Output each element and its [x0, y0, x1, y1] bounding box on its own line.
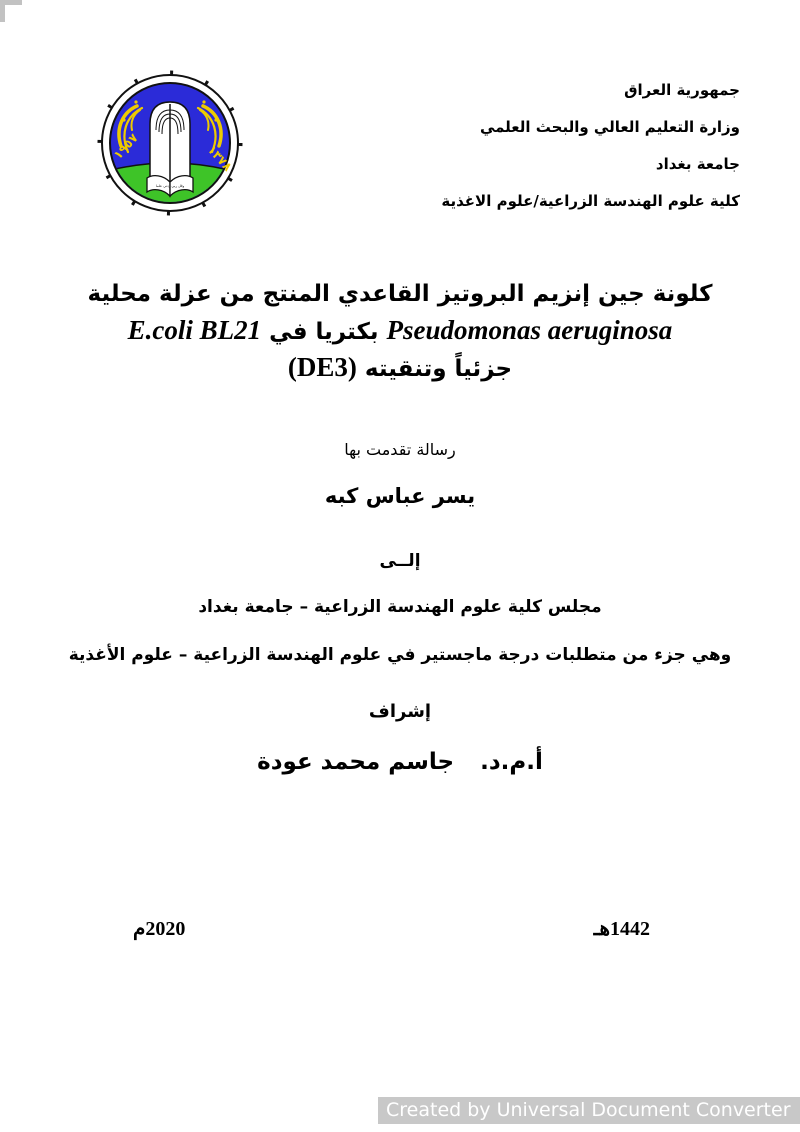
thesis-title-line1: كلونة جين إنزيم البروتيز القاعدي المنتج من عزلة محلية — [87, 281, 713, 307]
header-ministry: وزارة التعليم العالي والبحث العلمي — [479, 118, 740, 136]
supervisor-title-prefix: أ.م.د. — [480, 749, 543, 775]
emblem-date-1957: ١٩٥٧ — [110, 130, 141, 163]
scan-corner-artifact — [0, 0, 5, 22]
emblem-book-motto: وقل ربي زدني علما — [155, 184, 185, 188]
year-gregorian: 2020م — [133, 918, 186, 940]
supervisor-line — [0, 749, 800, 775]
thesis-title-line3 — [0, 352, 800, 383]
title-arabic-partially: جزئياً — [454, 356, 513, 382]
title-arabic-fi: في — [269, 319, 308, 345]
title-ecoli-strain: E.coli BL21 — [127, 315, 262, 345]
ministry-header — [441, 72, 740, 220]
university-of-baghdad-logo — [95, 68, 245, 218]
emblem-date-1378: ١٣٧٨ — [204, 142, 235, 174]
header-university: جامعة بغداد — [655, 155, 740, 173]
title-pseudomonas: Pseudomonas aeruginosa — [386, 315, 673, 345]
title-de3: (DE3) — [287, 352, 357, 382]
supervision-label: إشراف — [368, 701, 432, 722]
title-arabic-bacteria: بكتريا — [315, 319, 379, 345]
header-college: كلية علوم الهندسة الزراعية/علوم الاغذية — [441, 192, 740, 210]
degree-requirement-line: وهي جزء من متطلبات درجة ماجستير في علوم الهندسة الزراعية – علوم الأغذية — [68, 645, 732, 665]
author-name: يسر عباس كبه — [324, 484, 476, 508]
college-council-line: مجلس كلية علوم الهندسة الزراعية – جامعة بغداد — [198, 597, 602, 617]
header-country: جمهورية العراق — [624, 81, 740, 99]
emblem-graphic — [95, 68, 245, 218]
thesis-title-line2 — [0, 315, 800, 346]
title-arabic-purification: وتنقيته — [364, 356, 447, 382]
submission-intro: رسالة تقدمت بها — [344, 440, 456, 459]
year-hijri: 1442هـ — [593, 918, 650, 940]
supervisor-name: جاسم محمد عودة — [257, 749, 455, 775]
to-word: إلــى — [379, 551, 421, 571]
converter-watermark: Created by Universal Document Converter — [378, 1097, 800, 1124]
